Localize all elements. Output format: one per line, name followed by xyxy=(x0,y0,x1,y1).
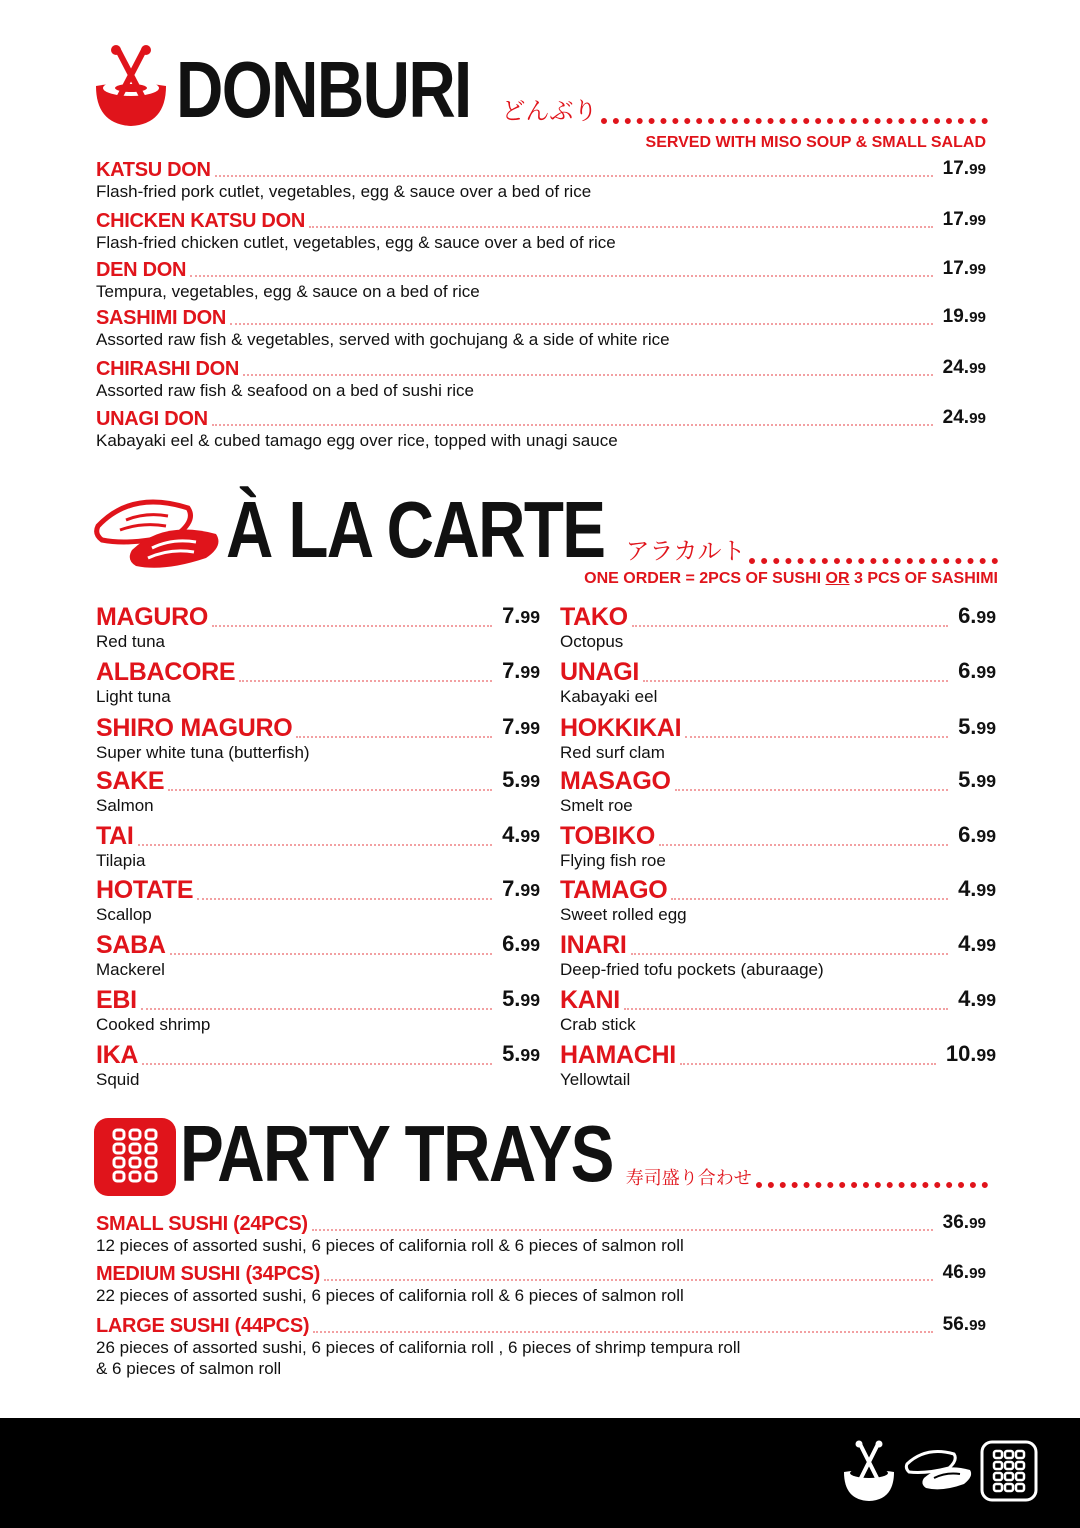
party-japanese: 寿司盛り合わせ xyxy=(625,1168,752,1189)
alacarte-item xyxy=(96,657,540,707)
item-description: Flash-fried chicken cutlet, vegetables, egg & sauce over a bed of rice xyxy=(96,233,616,252)
leader-dots xyxy=(170,953,492,955)
item-price: 7.99 xyxy=(502,658,540,683)
alacarte-item xyxy=(96,766,540,816)
leader-dots xyxy=(680,1063,936,1065)
donburi-bowl-icon xyxy=(92,44,170,128)
party-header xyxy=(180,1109,988,1198)
sushi-tray-icon xyxy=(980,1440,1038,1502)
item-description: Kabayaki eel xyxy=(560,687,658,706)
donburi-header xyxy=(176,45,988,134)
donburi-japanese: どんぶり xyxy=(501,97,598,125)
item-name: SASHIMI DON xyxy=(96,307,227,329)
alacarte-item xyxy=(96,875,540,925)
item-name: MAGURO xyxy=(96,603,209,631)
alacarte-item xyxy=(560,875,996,925)
item-description: Assorted raw fish & seafood on a bed of sushi rice xyxy=(96,381,474,400)
item-description: Red surf clam xyxy=(560,743,665,762)
leader-dots xyxy=(243,374,933,376)
item-name: ALBACORE xyxy=(96,658,236,686)
donburi-item xyxy=(96,209,986,253)
item-name: KATSU DON xyxy=(96,159,211,181)
alacarte-item xyxy=(96,821,540,871)
alacarte-item xyxy=(96,1040,540,1090)
leader-dots xyxy=(685,736,948,738)
header-dots xyxy=(749,558,998,564)
leader-dots xyxy=(312,1229,933,1231)
alacarte-item xyxy=(96,713,540,763)
item-name: TAI xyxy=(96,822,134,850)
item-price: 5.99 xyxy=(502,986,540,1011)
leader-dots xyxy=(643,680,948,682)
item-name: HOTATE xyxy=(96,876,194,904)
leader-dots xyxy=(659,844,948,846)
header-dots xyxy=(756,1182,988,1188)
item-description: Red tuna xyxy=(96,632,165,651)
alacarte-item xyxy=(560,930,996,980)
item-price: 4.99 xyxy=(958,876,996,901)
item-name: MASAGO xyxy=(560,767,671,795)
item-description: Deep-fried tofu pockets (aburaage) xyxy=(560,960,824,979)
item-price: 7.99 xyxy=(502,876,540,901)
alacarte-item xyxy=(96,985,540,1035)
item-price: 5.99 xyxy=(502,767,540,792)
alacarte-item xyxy=(96,602,540,652)
party-item xyxy=(96,1314,986,1379)
alacarte-item xyxy=(560,985,996,1035)
leader-dots xyxy=(138,844,493,846)
item-price: 5.99 xyxy=(958,767,996,792)
item-price: 17.99 xyxy=(942,258,986,279)
party-item xyxy=(96,1262,986,1306)
item-name: IKA xyxy=(96,1041,139,1069)
item-description: Light tuna xyxy=(96,687,171,706)
party-item xyxy=(96,1212,986,1256)
donburi-bowl-icon xyxy=(842,1440,896,1502)
donburi-item xyxy=(96,407,986,451)
leader-dots xyxy=(671,898,948,900)
item-description: 12 pieces of assorted sushi, 6 pieces of california roll & 6 pieces of salmon roll xyxy=(96,1236,684,1255)
leader-dots xyxy=(197,898,492,900)
item-name: HOKKIKAI xyxy=(560,714,682,742)
sushi-tray-icon xyxy=(94,1118,176,1196)
item-name: LARGE SUSHI (44PCS) xyxy=(96,1315,310,1337)
item-price: 6.99 xyxy=(958,822,996,847)
leader-dots xyxy=(313,1331,932,1333)
item-description: Salmon xyxy=(96,796,154,815)
item-price: 5.99 xyxy=(502,1041,540,1066)
item-name: SAKE xyxy=(96,767,165,795)
leader-dots xyxy=(212,424,933,426)
item-price: 17.99 xyxy=(942,209,986,230)
item-description-line2: & 6 pieces of salmon roll xyxy=(96,1359,282,1378)
item-name: MEDIUM SUSHI (34PCS) xyxy=(96,1263,321,1285)
item-name: EBI xyxy=(96,986,137,1014)
item-name: TAMAGO xyxy=(560,876,668,904)
item-description: Cooked shrimp xyxy=(96,1015,211,1034)
alacarte-header xyxy=(226,485,998,574)
alacarte-item xyxy=(560,766,996,816)
item-name: CHICKEN KATSU DON xyxy=(96,210,305,232)
item-name: DEN DON xyxy=(96,259,187,281)
party-title: PARTY TRAYS xyxy=(180,1109,613,1198)
item-price: 6.99 xyxy=(958,603,996,628)
leader-dots xyxy=(142,1063,492,1065)
item-description: Squid xyxy=(96,1070,140,1089)
item-price: 7.99 xyxy=(502,603,540,628)
alacarte-title: À LA CARTE xyxy=(226,485,605,574)
leader-dots xyxy=(141,1008,492,1010)
item-description: 26 pieces of assorted sushi, 6 pieces of california roll , 6 pieces of shrimp tempura roll xyxy=(96,1338,741,1357)
leader-dots xyxy=(324,1279,933,1281)
item-name: TAKO xyxy=(560,603,628,631)
item-description: Flying fish roe xyxy=(560,851,666,870)
item-price: 4.99 xyxy=(958,931,996,956)
alacarte-item xyxy=(560,657,996,707)
alacarte-item xyxy=(96,930,540,980)
footer-bar xyxy=(0,1418,1080,1528)
item-price: 36.99 xyxy=(942,1212,986,1233)
header-dots xyxy=(601,118,988,124)
item-name: SHIRO MAGURO xyxy=(96,714,293,742)
item-price: 4.99 xyxy=(502,822,540,847)
item-price: 56.99 xyxy=(942,1314,986,1335)
item-description: Smelt roe xyxy=(560,796,633,815)
leader-dots xyxy=(309,226,933,228)
leader-dots xyxy=(632,625,948,627)
sushi-icon xyxy=(904,1446,974,1492)
item-name: SABA xyxy=(96,931,166,959)
leader-dots xyxy=(296,736,492,738)
item-price: 10.99 xyxy=(945,1041,996,1066)
item-name: KANI xyxy=(560,986,620,1014)
alacarte-note: ONE ORDER = 2PCS OF SUSHI OR 3 PCS OF SASHIMI xyxy=(584,570,998,587)
leader-dots xyxy=(215,175,933,177)
item-price: 19.99 xyxy=(942,306,986,327)
item-name: UNAGI DON xyxy=(96,408,208,430)
item-description: Yellowtail xyxy=(560,1070,631,1089)
donburi-item xyxy=(96,306,986,350)
item-price: 6.99 xyxy=(958,658,996,683)
item-name: TOBIKO xyxy=(560,822,655,850)
item-price: 24.99 xyxy=(942,407,986,428)
item-description: Tilapia xyxy=(96,851,146,870)
item-description: Kabayaki eel & cubed tamago egg over rice, topped with unagi sauce xyxy=(96,431,618,450)
leader-dots xyxy=(212,625,492,627)
item-price: 4.99 xyxy=(958,986,996,1011)
item-name: INARI xyxy=(560,931,627,959)
leader-dots xyxy=(230,323,933,325)
item-description: 22 pieces of assorted sushi, 6 pieces of california roll & 6 pieces of salmon roll xyxy=(96,1286,684,1305)
sushi-icon xyxy=(92,494,226,574)
donburi-item xyxy=(96,158,986,202)
item-description: Mackerel xyxy=(96,960,165,979)
alacarte-item xyxy=(560,602,996,652)
item-description: Flash-fried pork cutlet, vegetables, egg & sauce over a bed of rice xyxy=(96,182,592,201)
item-name: CHIRASHI DON xyxy=(96,358,240,380)
alacarte-item xyxy=(560,821,996,871)
leader-dots xyxy=(675,789,948,791)
item-description: Scallop xyxy=(96,905,152,924)
donburi-note: SERVED WITH MISO SOUP & SMALL SALAD xyxy=(645,134,986,151)
item-name: SMALL SUSHI (24PCS) xyxy=(96,1213,308,1235)
leader-dots xyxy=(624,1008,948,1010)
item-description: Assorted raw fish & vegetables, served with gochujang & a side of white rice xyxy=(96,330,670,349)
leader-dots xyxy=(631,953,949,955)
item-price: 17.99 xyxy=(942,158,986,179)
item-price: 7.99 xyxy=(502,714,540,739)
alacarte-japanese: アラカルト xyxy=(625,537,746,565)
item-price: 24.99 xyxy=(942,357,986,378)
item-description: Octopus xyxy=(560,632,624,651)
item-name: UNAGI xyxy=(560,658,640,686)
donburi-item xyxy=(96,357,986,401)
item-description: Tempura, vegetables, egg & sauce on a bed of rice xyxy=(96,282,480,301)
leader-dots xyxy=(239,680,492,682)
item-price: 5.99 xyxy=(958,714,996,739)
item-description: Crab stick xyxy=(560,1015,636,1034)
leader-dots xyxy=(190,275,933,277)
item-name: HAMACHI xyxy=(560,1041,676,1069)
item-description: Super white tuna (butterfish) xyxy=(96,743,310,762)
item-price: 46.99 xyxy=(942,1262,986,1283)
donburi-title: DONBURI xyxy=(176,45,471,134)
item-description: Sweet rolled egg xyxy=(560,905,687,924)
leader-dots xyxy=(168,789,492,791)
item-price: 6.99 xyxy=(502,931,540,956)
alacarte-item xyxy=(560,1040,996,1090)
alacarte-item xyxy=(560,713,996,763)
donburi-item xyxy=(96,258,986,302)
